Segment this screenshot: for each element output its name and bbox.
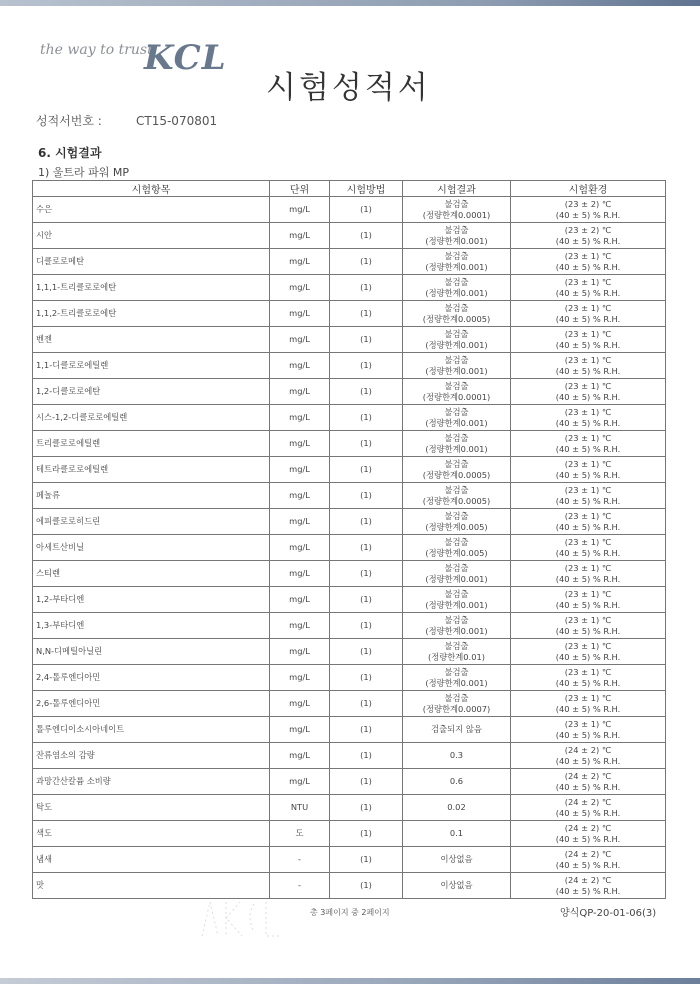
- environment-cell: [511, 821, 666, 847]
- embossed-seal-stamp: [196, 896, 286, 944]
- unit-cell: mg/L: [270, 561, 330, 587]
- humidity-condition: (40 ± 5) % R.H.: [555, 677, 621, 688]
- unit-cell: mg/L: [270, 353, 330, 379]
- temperature-condition: (24 ± 2) ℃: [564, 744, 612, 755]
- test-item-cell: 1,3-부타디엔: [33, 613, 270, 639]
- humidity-condition: (40 ± 5) % R.H.: [555, 391, 621, 402]
- humidity-condition: (40 ± 5) % R.H.: [555, 417, 621, 428]
- method-cell: (1): [330, 769, 403, 795]
- method-cell: (1): [330, 587, 403, 613]
- table-row: [33, 665, 666, 691]
- table-row: [33, 197, 666, 223]
- unit-cell: mg/L: [270, 613, 330, 639]
- test-item-cell: 트리클로로에틸렌: [33, 431, 270, 457]
- method-cell: (1): [330, 327, 403, 353]
- test-item-cell: 2,6-톨루엔디아민: [33, 691, 270, 717]
- bottom-decorative-stripe: [0, 978, 700, 984]
- result-cell: [403, 509, 511, 535]
- header-result: 시험결과: [403, 181, 511, 197]
- result-value: 불검출: [444, 692, 469, 703]
- table-row: [33, 457, 666, 483]
- table-row: [33, 743, 666, 769]
- section-title: 6. 시험결과: [38, 146, 102, 160]
- test-item-cell: 1,1,2-트리클로로에탄: [33, 301, 270, 327]
- test-item-cell: 에피클로로히드린: [33, 509, 270, 535]
- table-row: [33, 795, 666, 821]
- detection-limit: (정량한계0.001): [425, 625, 488, 636]
- temperature-condition: (23 ± 1) ℃: [564, 718, 612, 729]
- test-item-cell: 스티렌: [33, 561, 270, 587]
- detection-limit: (정량한계0.0005): [422, 495, 491, 506]
- humidity-condition: (40 ± 5) % R.H.: [555, 547, 621, 558]
- environment-cell: [511, 795, 666, 821]
- temperature-condition: (23 ± 1) ℃: [564, 484, 612, 495]
- table-row: [33, 275, 666, 301]
- humidity-condition: (40 ± 5) % R.H.: [555, 287, 621, 298]
- environment-cell: [511, 405, 666, 431]
- header-method: 시험방법: [330, 181, 403, 197]
- temperature-condition: (23 ± 1) ℃: [564, 588, 612, 599]
- result-cell: [403, 223, 511, 249]
- method-cell: (1): [330, 353, 403, 379]
- temperature-condition: (23 ± 1) ℃: [564, 640, 612, 651]
- unit-cell: mg/L: [270, 769, 330, 795]
- unit-cell: mg/L: [270, 223, 330, 249]
- humidity-condition: (40 ± 5) % R.H.: [555, 339, 621, 350]
- top-decorative-stripe: [0, 0, 700, 6]
- unit-cell: mg/L: [270, 405, 330, 431]
- table-row: [33, 587, 666, 613]
- unit-cell: mg/L: [270, 457, 330, 483]
- humidity-condition: (40 ± 5) % R.H.: [555, 521, 621, 532]
- humidity-condition: (40 ± 5) % R.H.: [555, 469, 621, 480]
- test-item-cell: 1,1-디클로로에틸렌: [33, 353, 270, 379]
- test-item-cell: 디클로로메탄: [33, 249, 270, 275]
- test-item-cell: 잔류염소의 감량: [33, 743, 270, 769]
- table-row: [33, 509, 666, 535]
- table-row: [33, 873, 666, 899]
- temperature-condition: (23 ± 1) ℃: [564, 432, 612, 443]
- table-row: [33, 353, 666, 379]
- test-item-cell: 테트라클로로에틸렌: [33, 457, 270, 483]
- result-value: 이상없음: [440, 854, 473, 864]
- table-row: [33, 223, 666, 249]
- result-value: 불검출: [444, 536, 469, 547]
- environment-cell: [511, 327, 666, 353]
- test-item-cell: 맛: [33, 873, 270, 899]
- table-row: [33, 379, 666, 405]
- result-value: 0.1: [449, 828, 464, 838]
- environment-cell: [511, 275, 666, 301]
- result-value: 불검출: [444, 250, 469, 261]
- unit-cell: mg/L: [270, 431, 330, 457]
- result-cell: [403, 431, 511, 457]
- temperature-condition: (23 ± 1) ℃: [564, 510, 612, 521]
- method-cell: (1): [330, 431, 403, 457]
- temperature-condition: (24 ± 2) ℃: [564, 796, 612, 807]
- result-cell: [403, 873, 511, 899]
- environment-cell: [511, 483, 666, 509]
- humidity-condition: (40 ± 5) % R.H.: [555, 261, 621, 272]
- environment-cell: [511, 639, 666, 665]
- result-cell: [403, 197, 511, 223]
- detection-limit: (정량한계0.0005): [422, 313, 491, 324]
- detection-limit: (정량한계0.001): [425, 261, 488, 272]
- method-cell: (1): [330, 847, 403, 873]
- test-item-cell: 냄새: [33, 847, 270, 873]
- result-cell: [403, 743, 511, 769]
- test-item-cell: 1,2-부타디엔: [33, 587, 270, 613]
- result-value: 불검출: [444, 640, 469, 651]
- test-item-cell: 아세트산비닐: [33, 535, 270, 561]
- humidity-condition: (40 ± 5) % R.H.: [555, 573, 621, 584]
- temperature-condition: (23 ± 1) ℃: [564, 458, 612, 469]
- result-value: 검출되지 않음: [431, 724, 482, 734]
- method-cell: (1): [330, 561, 403, 587]
- temperature-condition: (23 ± 1) ℃: [564, 666, 612, 677]
- humidity-condition: (40 ± 5) % R.H.: [555, 209, 621, 220]
- test-item-cell: 2,4-톨루엔디아민: [33, 665, 270, 691]
- table-row: [33, 535, 666, 561]
- result-value: 불검출: [444, 406, 469, 417]
- temperature-condition: (24 ± 2) ℃: [564, 822, 612, 833]
- test-item-cell: 벤젠: [33, 327, 270, 353]
- temperature-condition: (23 ± 1) ℃: [564, 406, 612, 417]
- test-item-cell: 수은: [33, 197, 270, 223]
- environment-cell: [511, 665, 666, 691]
- environment-cell: [511, 457, 666, 483]
- method-cell: (1): [330, 821, 403, 847]
- humidity-condition: (40 ± 5) % R.H.: [555, 599, 621, 610]
- document-title: 시험성적서: [266, 70, 431, 106]
- logo-mark: KCL: [144, 38, 227, 78]
- humidity-condition: (40 ± 5) % R.H.: [555, 807, 621, 818]
- result-cell: [403, 301, 511, 327]
- test-item-cell: 1,1,1-트리클로로에탄: [33, 275, 270, 301]
- certificate-number-row: [36, 112, 217, 129]
- result-value: 불검출: [444, 354, 469, 365]
- method-cell: (1): [330, 743, 403, 769]
- detection-limit: (정량한계0.001): [425, 677, 488, 688]
- table-row: [33, 483, 666, 509]
- result-value: 불검출: [444, 276, 469, 287]
- method-cell: (1): [330, 379, 403, 405]
- table-row: [33, 431, 666, 457]
- humidity-condition: (40 ± 5) % R.H.: [555, 755, 621, 766]
- temperature-condition: (24 ± 2) ℃: [564, 848, 612, 859]
- result-cell: [403, 405, 511, 431]
- unit-cell: mg/L: [270, 743, 330, 769]
- detection-limit: (정량한계0.001): [425, 443, 488, 454]
- table-row: [33, 847, 666, 873]
- humidity-condition: (40 ± 5) % R.H.: [555, 703, 621, 714]
- environment-cell: [511, 301, 666, 327]
- result-cell: [403, 847, 511, 873]
- environment-cell: [511, 431, 666, 457]
- temperature-condition: (23 ± 1) ℃: [564, 276, 612, 287]
- method-cell: (1): [330, 301, 403, 327]
- table-row: [33, 561, 666, 587]
- table-row: [33, 691, 666, 717]
- detection-limit: (정량한계0.001): [425, 365, 488, 376]
- certificate-number-value: CT15-070801: [136, 114, 218, 128]
- method-cell: (1): [330, 717, 403, 743]
- unit-cell: mg/L: [270, 483, 330, 509]
- environment-cell: [511, 509, 666, 535]
- page-info: 총 3페이지 중 2페이지: [310, 908, 390, 917]
- humidity-condition: (40 ± 5) % R.H.: [555, 313, 621, 324]
- test-item-cell: N,N-디메틸아닐린: [33, 639, 270, 665]
- humidity-condition: (40 ± 5) % R.H.: [555, 495, 621, 506]
- result-value: 불검출: [444, 484, 469, 495]
- result-value: 불검출: [444, 588, 469, 599]
- environment-cell: [511, 691, 666, 717]
- result-cell: [403, 483, 511, 509]
- result-cell: [403, 275, 511, 301]
- logo-tagline: the way to trust: [40, 42, 153, 58]
- result-cell: [403, 769, 511, 795]
- unit-cell: -: [270, 847, 330, 873]
- unit-cell: NTU: [270, 795, 330, 821]
- header-environment: 시험환경: [511, 181, 666, 197]
- table-row: [33, 769, 666, 795]
- environment-cell: [511, 353, 666, 379]
- humidity-condition: (40 ± 5) % R.H.: [555, 729, 621, 740]
- temperature-condition: (23 ± 1) ℃: [564, 380, 612, 391]
- method-cell: (1): [330, 665, 403, 691]
- temperature-condition: (24 ± 2) ℃: [564, 874, 612, 885]
- result-cell: [403, 327, 511, 353]
- result-value: 불검출: [444, 432, 469, 443]
- detection-limit: (정량한계0.01): [427, 651, 485, 662]
- temperature-condition: (23 ± 1) ℃: [564, 354, 612, 365]
- detection-limit: (정량한계0.0001): [422, 391, 491, 402]
- kcl-logo: [40, 38, 227, 88]
- result-value: 불검출: [444, 562, 469, 573]
- method-cell: (1): [330, 197, 403, 223]
- environment-cell: [511, 223, 666, 249]
- test-item-cell: 과망간산칼륨 소비량: [33, 769, 270, 795]
- result-cell: [403, 821, 511, 847]
- humidity-condition: (40 ± 5) % R.H.: [555, 651, 621, 662]
- temperature-condition: (23 ± 1) ℃: [564, 536, 612, 547]
- result-value: 불검출: [444, 614, 469, 625]
- environment-cell: [511, 873, 666, 899]
- test-item-cell: 색도: [33, 821, 270, 847]
- result-value: 불검출: [444, 510, 469, 521]
- result-cell: [403, 587, 511, 613]
- temperature-condition: (23 ± 2) ℃: [564, 198, 612, 209]
- detection-limit: (정량한계0.0001): [422, 209, 491, 220]
- test-item-cell: 탁도: [33, 795, 270, 821]
- result-cell: [403, 249, 511, 275]
- environment-cell: [511, 769, 666, 795]
- result-cell: [403, 665, 511, 691]
- environment-cell: [511, 379, 666, 405]
- environment-cell: [511, 249, 666, 275]
- result-cell: [403, 561, 511, 587]
- method-cell: (1): [330, 691, 403, 717]
- form-code: 양식QP-20-01-06(3): [560, 908, 657, 919]
- humidity-condition: (40 ± 5) % R.H.: [555, 235, 621, 246]
- unit-cell: mg/L: [270, 379, 330, 405]
- unit-cell: mg/L: [270, 717, 330, 743]
- environment-cell: [511, 613, 666, 639]
- test-item-cell: 1,2-디클로로에탄: [33, 379, 270, 405]
- result-value: 불검출: [444, 666, 469, 677]
- temperature-condition: (24 ± 2) ℃: [564, 770, 612, 781]
- method-cell: (1): [330, 639, 403, 665]
- detection-limit: (정량한계0.005): [425, 547, 488, 558]
- test-item-cell: 시스-1,2-디클로로에틸렌: [33, 405, 270, 431]
- detection-limit: (정량한계0.001): [425, 339, 488, 350]
- result-cell: [403, 457, 511, 483]
- environment-cell: [511, 743, 666, 769]
- environment-cell: [511, 717, 666, 743]
- environment-cell: [511, 587, 666, 613]
- test-item-cell: 시안: [33, 223, 270, 249]
- table-row: [33, 301, 666, 327]
- environment-cell: [511, 847, 666, 873]
- unit-cell: -: [270, 873, 330, 899]
- temperature-condition: (23 ± 1) ℃: [564, 250, 612, 261]
- environment-cell: [511, 535, 666, 561]
- result-cell: [403, 353, 511, 379]
- table-row: [33, 249, 666, 275]
- certificate-number-label: 성적서번호 :: [36, 114, 102, 128]
- result-cell: [403, 535, 511, 561]
- result-cell: [403, 613, 511, 639]
- method-cell: (1): [330, 275, 403, 301]
- humidity-condition: (40 ± 5) % R.H.: [555, 625, 621, 636]
- unit-cell: mg/L: [270, 691, 330, 717]
- test-item-cell: 톨루엔디이소시아네이트: [33, 717, 270, 743]
- temperature-condition: (23 ± 1) ℃: [564, 328, 612, 339]
- environment-cell: [511, 561, 666, 587]
- detection-limit: (정량한계0.0007): [422, 703, 491, 714]
- method-cell: (1): [330, 483, 403, 509]
- result-value: 불검출: [444, 302, 469, 313]
- table-row: [33, 639, 666, 665]
- detection-limit: (정량한계0.001): [425, 573, 488, 584]
- table-row: [33, 717, 666, 743]
- method-cell: (1): [330, 405, 403, 431]
- detection-limit: (정량한계0.001): [425, 287, 488, 298]
- detection-limit: (정량한계0.001): [425, 417, 488, 428]
- temperature-condition: (23 ± 2) ℃: [564, 224, 612, 235]
- method-cell: (1): [330, 873, 403, 899]
- temperature-condition: (23 ± 1) ℃: [564, 614, 612, 625]
- result-value: 불검출: [444, 458, 469, 469]
- environment-cell: [511, 197, 666, 223]
- result-value: 0.3: [449, 750, 464, 760]
- unit-cell: mg/L: [270, 301, 330, 327]
- humidity-condition: (40 ± 5) % R.H.: [555, 781, 621, 792]
- method-cell: (1): [330, 223, 403, 249]
- humidity-condition: (40 ± 5) % R.H.: [555, 885, 621, 896]
- test-results-table: [32, 180, 666, 899]
- result-cell: [403, 639, 511, 665]
- result-value: 0.02: [447, 802, 466, 812]
- detection-limit: (정량한계0.001): [425, 235, 488, 246]
- unit-cell: mg/L: [270, 535, 330, 561]
- humidity-condition: (40 ± 5) % R.H.: [555, 833, 621, 844]
- unit-cell: mg/L: [270, 587, 330, 613]
- table-row: [33, 613, 666, 639]
- method-cell: (1): [330, 795, 403, 821]
- detection-limit: (정량한계0.0005): [422, 469, 491, 480]
- method-cell: (1): [330, 249, 403, 275]
- unit-cell: mg/L: [270, 197, 330, 223]
- temperature-condition: (23 ± 1) ℃: [564, 302, 612, 313]
- result-value: 불검출: [444, 224, 469, 235]
- table-row: [33, 405, 666, 431]
- result-value: 이상없음: [440, 880, 473, 890]
- unit-cell: mg/L: [270, 327, 330, 353]
- result-cell: [403, 691, 511, 717]
- table-row: [33, 327, 666, 353]
- table-body: [33, 197, 666, 899]
- detection-limit: (정량한계0.001): [425, 599, 488, 610]
- table-row: [33, 821, 666, 847]
- detection-limit: (정량한계0.005): [425, 521, 488, 532]
- result-value: 불검출: [444, 198, 469, 209]
- unit-cell: mg/L: [270, 639, 330, 665]
- product-subtitle: 1) 울트라 파워 MP: [38, 166, 130, 179]
- result-cell: [403, 795, 511, 821]
- unit-cell: mg/L: [270, 665, 330, 691]
- result-cell: [403, 379, 511, 405]
- method-cell: (1): [330, 509, 403, 535]
- header-test-item: 시험항목: [33, 181, 270, 197]
- method-cell: (1): [330, 613, 403, 639]
- method-cell: (1): [330, 535, 403, 561]
- temperature-condition: (23 ± 1) ℃: [564, 562, 612, 573]
- test-item-cell: 페놀류: [33, 483, 270, 509]
- table-header-row: [33, 181, 666, 197]
- unit-cell: mg/L: [270, 509, 330, 535]
- result-cell: [403, 717, 511, 743]
- result-value: 0.6: [449, 776, 464, 786]
- method-cell: (1): [330, 457, 403, 483]
- humidity-condition: (40 ± 5) % R.H.: [555, 443, 621, 454]
- temperature-condition: (23 ± 1) ℃: [564, 692, 612, 703]
- header-unit: 단위: [270, 181, 330, 197]
- humidity-condition: (40 ± 5) % R.H.: [555, 859, 621, 870]
- result-value: 불검출: [444, 328, 469, 339]
- humidity-condition: (40 ± 5) % R.H.: [555, 365, 621, 376]
- unit-cell: mg/L: [270, 275, 330, 301]
- unit-cell: mg/L: [270, 249, 330, 275]
- result-value: 불검출: [444, 380, 469, 391]
- unit-cell: 도: [270, 821, 330, 847]
